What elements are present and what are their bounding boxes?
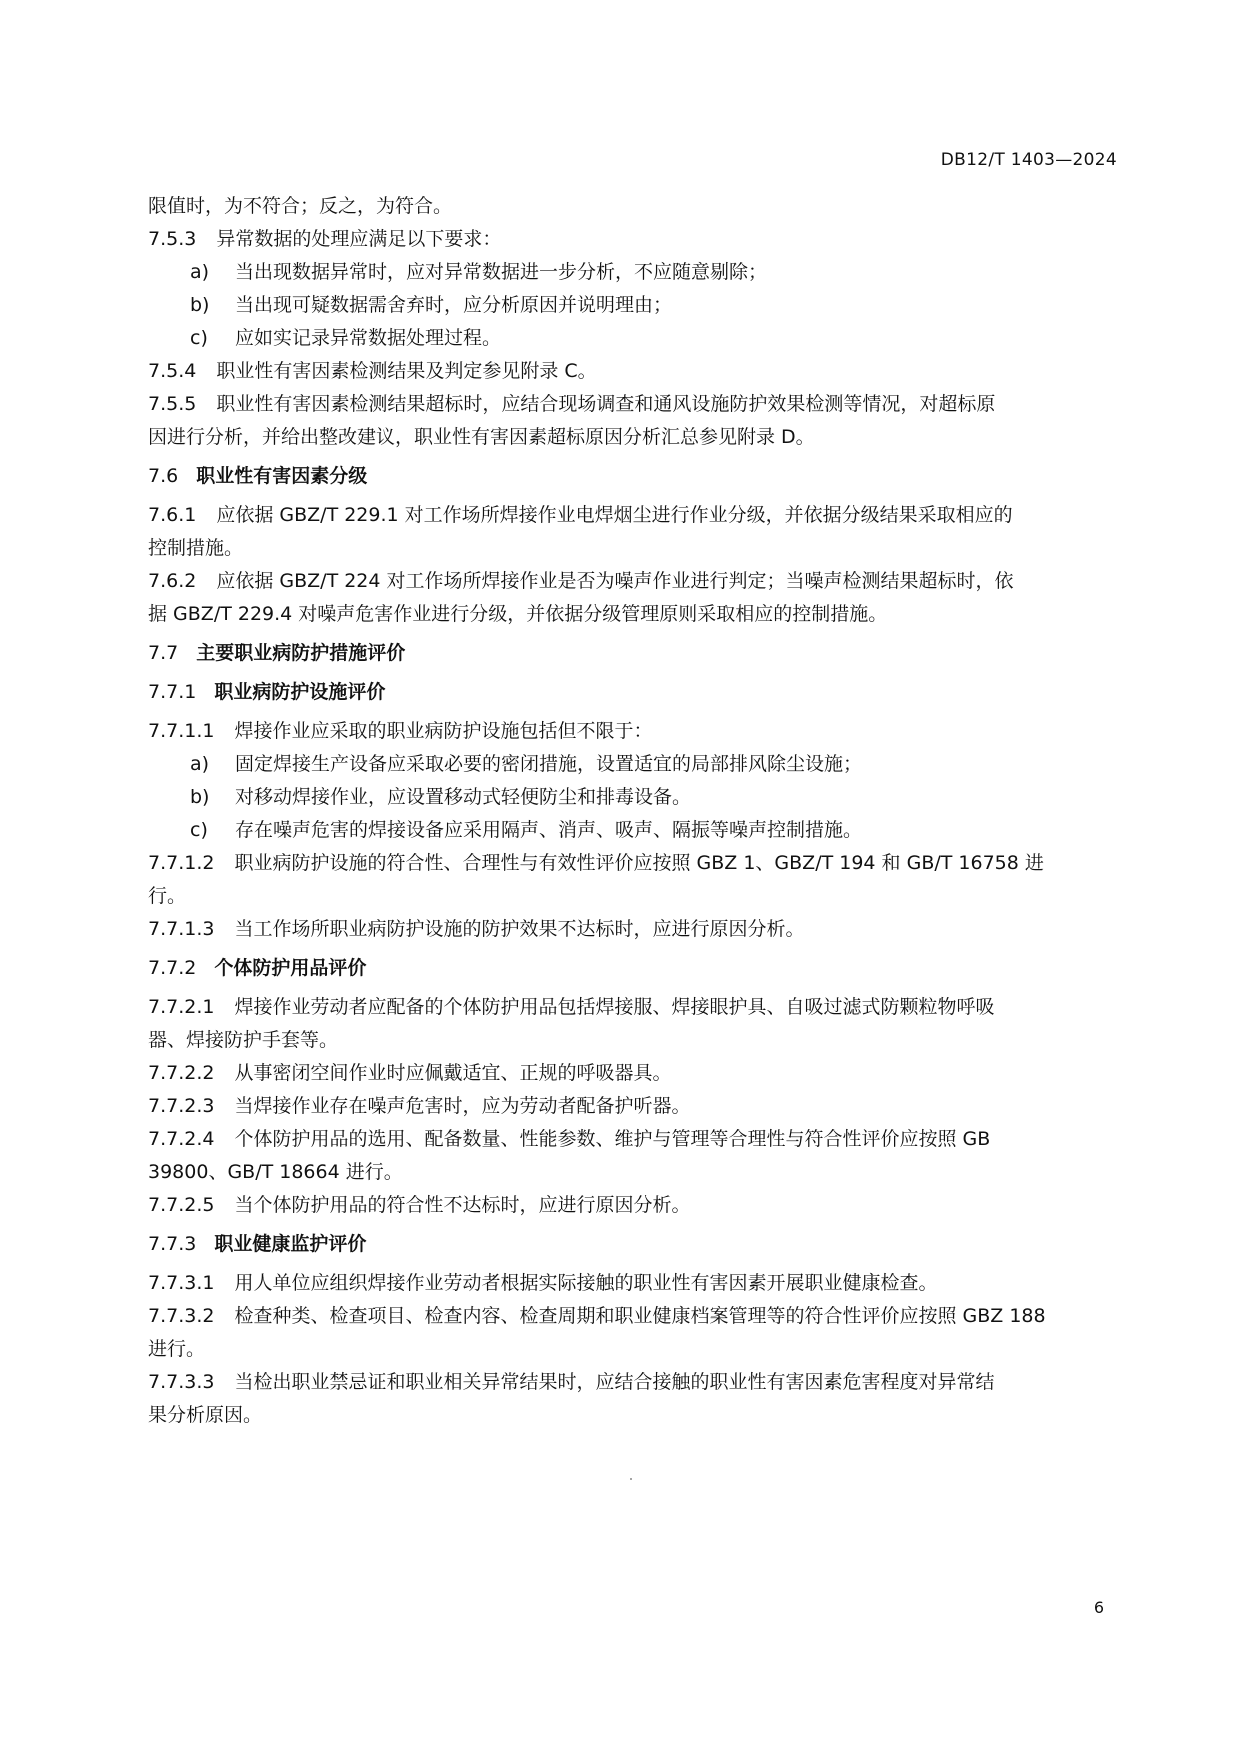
clause-7-7-2-4 bbox=[148, 1123, 1118, 1156]
list-item bbox=[148, 289, 1118, 322]
paragraph-line: 进行。 bbox=[148, 1338, 206, 1360]
section-heading-7-7-1 bbox=[148, 676, 1118, 709]
clause-text: 检查种类、检查项目、检查内容、检查周期和职业健康档案管理等的符合性评价应按照 GBZ 188 bbox=[234, 1305, 1046, 1327]
heading-title: 职业病防护设施评价 bbox=[214, 681, 386, 703]
list-text: 当出现可疑数据需舍弃时，应分析原因并说明理由； bbox=[235, 294, 673, 316]
heading-title: 职业性有害因素分级 bbox=[196, 465, 368, 487]
clause-7-7-3-2 bbox=[148, 1300, 1118, 1333]
paragraph-line: 果分析原因。 bbox=[148, 1404, 263, 1426]
list-text: 固定焊接生产设备应采取必要的密闭措施，设置适宜的局部排风除尘设施； bbox=[235, 753, 863, 775]
list-label: c) bbox=[190, 819, 208, 841]
clause-text: 当检出职业禁忌证和职业相关异常结果时，应结合接触的职业性有害因素危害程度对异常结 bbox=[234, 1371, 995, 1393]
list-text: 应如实记录异常数据处理过程。 bbox=[235, 327, 502, 349]
clause-7-7-2-2 bbox=[148, 1057, 1118, 1090]
section-heading-7-7-3 bbox=[148, 1228, 1118, 1261]
clause-7-7-3-3 bbox=[148, 1366, 1118, 1399]
clause-text: 当焊接作业存在噪声危害时，应为劳动者配备护听器。 bbox=[234, 1095, 691, 1117]
heading-number: 7.7 bbox=[148, 642, 179, 664]
clause-text: 异常数据的处理应满足以下要求： bbox=[216, 228, 502, 250]
list-item bbox=[148, 781, 1118, 814]
clause-text: 职业性有害因素检测结果及判定参见附录 C。 bbox=[216, 360, 597, 382]
clause-number: 7.7.1.2 bbox=[148, 852, 215, 874]
paragraph-line: 39800、GB/T 18664 进行。 bbox=[148, 1161, 403, 1183]
section-heading-7-7 bbox=[148, 637, 1118, 670]
paragraph-line: 行。 bbox=[148, 885, 187, 907]
clause-7-6-1 bbox=[148, 499, 1118, 532]
speck-mark bbox=[630, 1478, 632, 1480]
paragraph-line: 因进行分析，并给出整改建议，职业性有害因素超标原因分析汇总参见附录 D。 bbox=[148, 426, 815, 448]
clause-text: 职业性有害因素检测结果超标时，应结合现场调查和通风设施防护效果检测等情况，对超标原 bbox=[216, 393, 996, 415]
clause-number: 7.5.4 bbox=[148, 360, 197, 382]
list-text: 存在噪声危害的焊接设备应采用隔声、消声、吸声、隔振等噪声控制措施。 bbox=[235, 819, 863, 841]
clause-number: 7.7.2.4 bbox=[148, 1128, 215, 1150]
list-item bbox=[148, 814, 1118, 847]
heading-number: 7.7.2 bbox=[148, 957, 197, 979]
paragraph-line: 据 GBZ/T 229.4 对噪声危害作业进行分级，并依据分级管理原则采取相应的控制措施。 bbox=[148, 603, 888, 625]
clause-7-5-4 bbox=[148, 355, 1118, 388]
clause-number: 7.7.1.1 bbox=[148, 720, 215, 742]
page-number: 6 bbox=[1093, 1598, 1104, 1617]
section-heading-7-7-2 bbox=[148, 952, 1118, 985]
clause-number: 7.7.2.1 bbox=[148, 996, 215, 1018]
clause-7-7-3-1 bbox=[148, 1267, 1118, 1300]
clause-text: 当个体防护用品的符合性不达标时，应进行原因分析。 bbox=[234, 1194, 691, 1216]
clause-number: 7.7.2.2 bbox=[148, 1062, 215, 1084]
list-label: b) bbox=[190, 294, 210, 316]
standard-code: DB12/T 1403—2024 bbox=[940, 150, 1117, 170]
clause-text: 个体防护用品的选用、配备数量、性能参数、维护与管理等合理性与符合性评价应按照 GB bbox=[234, 1128, 991, 1150]
clause-number: 7.7.3.3 bbox=[148, 1371, 215, 1393]
list-item bbox=[148, 322, 1118, 355]
clause-text: 应依据 GBZ/T 229.1 对工作场所焊接作业电焊烟尘进行作业分级，并依据分级结果采取相应的 bbox=[216, 504, 1013, 526]
list-label: c) bbox=[190, 327, 208, 349]
clause-7-5-5 bbox=[148, 388, 1118, 421]
list-label: a) bbox=[190, 753, 210, 775]
heading-title: 职业健康监护评价 bbox=[214, 1233, 367, 1255]
clause-7-7-2-5 bbox=[148, 1189, 1118, 1222]
clause-number: 7.7.2.5 bbox=[148, 1194, 215, 1216]
document-body bbox=[148, 190, 1118, 1432]
clause-text: 焊接作业应采取的职业病防护设施包括但不限于： bbox=[234, 720, 653, 742]
clause-number: 7.6.2 bbox=[148, 570, 197, 592]
list-label: b) bbox=[190, 786, 210, 808]
clause-number: 7.7.3.1 bbox=[148, 1272, 215, 1294]
clause-number: 7.7.1.3 bbox=[148, 918, 215, 940]
clause-7-7-1-3 bbox=[148, 913, 1118, 946]
clause-number: 7.7.2.3 bbox=[148, 1095, 215, 1117]
clause-text: 当工作场所职业病防护设施的防护效果不达标时，应进行原因分析。 bbox=[234, 918, 805, 940]
clause-text: 焊接作业劳动者应配备的个体防护用品包括焊接服、焊接眼护具、自吸过滤式防颗粒物呼吸 bbox=[234, 996, 995, 1018]
heading-title: 主要职业病防护措施评价 bbox=[196, 642, 406, 664]
clause-number: 7.6.1 bbox=[148, 504, 197, 526]
heading-number: 7.7.3 bbox=[148, 1233, 197, 1255]
clause-7-7-1-2 bbox=[148, 847, 1118, 880]
clause-7-7-2-3 bbox=[148, 1090, 1118, 1123]
list-item bbox=[148, 748, 1118, 781]
list-item bbox=[148, 256, 1118, 289]
paragraph-line: 限值时，为不符合；反之，为符合。 bbox=[148, 195, 453, 217]
clause-7-7-1-1 bbox=[148, 715, 1118, 748]
heading-number: 7.7.1 bbox=[148, 681, 197, 703]
clause-text: 职业病防护设施的符合性、合理性与有效性评价应按照 GBZ 1、GBZ/T 194 和 GB/T 16758 进 bbox=[234, 852, 1044, 874]
clause-7-5-3 bbox=[148, 223, 1118, 256]
section-heading-7-6 bbox=[148, 460, 1118, 493]
clause-number: 7.7.3.2 bbox=[148, 1305, 215, 1327]
clause-7-7-2-1 bbox=[148, 991, 1118, 1024]
paragraph-line: 器、焊接防护手套等。 bbox=[148, 1029, 339, 1051]
list-label: a) bbox=[190, 261, 210, 283]
paragraph-line: 控制措施。 bbox=[148, 537, 244, 559]
heading-title: 个体防护用品评价 bbox=[214, 957, 367, 979]
clause-text: 从事密闭空间作业时应佩戴适宜、正规的呼吸器具。 bbox=[234, 1062, 672, 1084]
clause-number: 7.5.3 bbox=[148, 228, 197, 250]
clause-number: 7.5.5 bbox=[148, 393, 197, 415]
list-text: 当出现数据异常时，应对异常数据进一步分析，不应随意剔除； bbox=[235, 261, 768, 283]
clause-text: 应依据 GBZ/T 224 对工作场所焊接作业是否为噪声作业进行判定；当噪声检测结果超标时，依 bbox=[216, 570, 1014, 592]
list-text: 对移动焊接作业，应设置移动式轻便防尘和排毒设备。 bbox=[235, 786, 692, 808]
clause-text: 用人单位应组织焊接作业劳动者根据实际接触的职业性有害因素开展职业健康检查。 bbox=[234, 1272, 938, 1294]
heading-number: 7.6 bbox=[148, 465, 179, 487]
clause-7-6-2 bbox=[148, 565, 1118, 598]
